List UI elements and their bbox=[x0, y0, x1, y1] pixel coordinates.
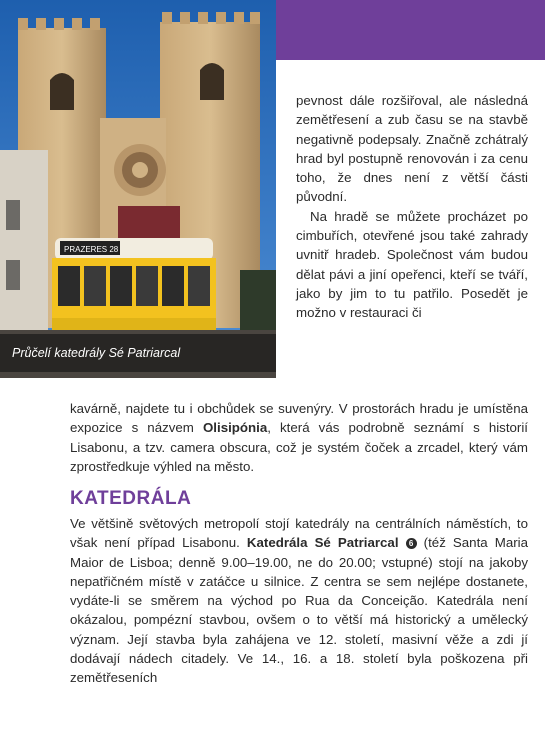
cathedral-section bbox=[70, 514, 528, 688]
text-run: Ve většině světových metropolí stojí katedrály na centrálních náměstích, to však není případ Lisabonu. bbox=[70, 516, 528, 551]
section-heading: KATEDRÁLA bbox=[70, 488, 192, 509]
text-run: (též Santa Maria Maior de Lisboa; denně 9.00–19.00, ne do 20.00; vstupné) stojí na jakoby nepatřičném místě v zatáčce u silnice. Z centra se sem nejlépe dostanete, vydáte-li se směrem na východ po Rua da Conceição. Katedrála není okázalou, pompézní stavbou, ovšem o to větší má historický a umělecký význam. Její stavba byla zahájena ve 12. století, masivní věže a zdi jí dodávají nádech citadely. Ve 14., 16. a 18. století byla poškozena při zemětřeseních bbox=[70, 535, 528, 686]
photo-caption: Průčelí katedrály Sé Patriarcal bbox=[0, 334, 276, 372]
map-marker-icon: 6 bbox=[406, 538, 417, 549]
header-color-bar bbox=[276, 0, 545, 60]
text-run: , která vás podrobně seznámí s historií Lisabonu, a tzv. camera obscura, což je systém čoček a zrcadel, který vám zprostředkuje výhled na město. bbox=[70, 420, 528, 474]
tram-sign-text: PRAZERES 28 bbox=[64, 245, 119, 254]
paragraph-castle-history: pevnost dále rozšiřoval, ale následná zemětřesení a zub času se na stavbě negativně podepsaly. Značně zchátralý hrad byl postupně renovován i za cenu toho, že dnes není z větší části původní. bbox=[296, 93, 528, 205]
full-text-block bbox=[70, 399, 528, 476]
wrap-text-column bbox=[296, 91, 528, 323]
paragraph-cathedral bbox=[70, 514, 528, 688]
cathedral-name-bold: Katedrála Sé Patriarcal bbox=[246, 535, 399, 551]
cathedral-photo bbox=[0, 0, 276, 378]
olisiponia-bold: Olisipónia bbox=[202, 420, 268, 436]
paragraph-castle-walk-cont bbox=[70, 399, 528, 476]
paragraph-castle-walk: Na hradě se můžete procházet po cimbuřích, otevřené jsou také zahrady uvnitř hradeb. Společnost vám budou dělat pávi a jiní opeřenci, kteří se tváří, jako by jim to tu patřilo. Posedět je možno v restauraci či bbox=[296, 208, 528, 321]
text-run: kavárně, najdete tu i obchůdek se suvenýry. V prostorách hradu je umístěna expozice s názvem bbox=[70, 401, 528, 436]
